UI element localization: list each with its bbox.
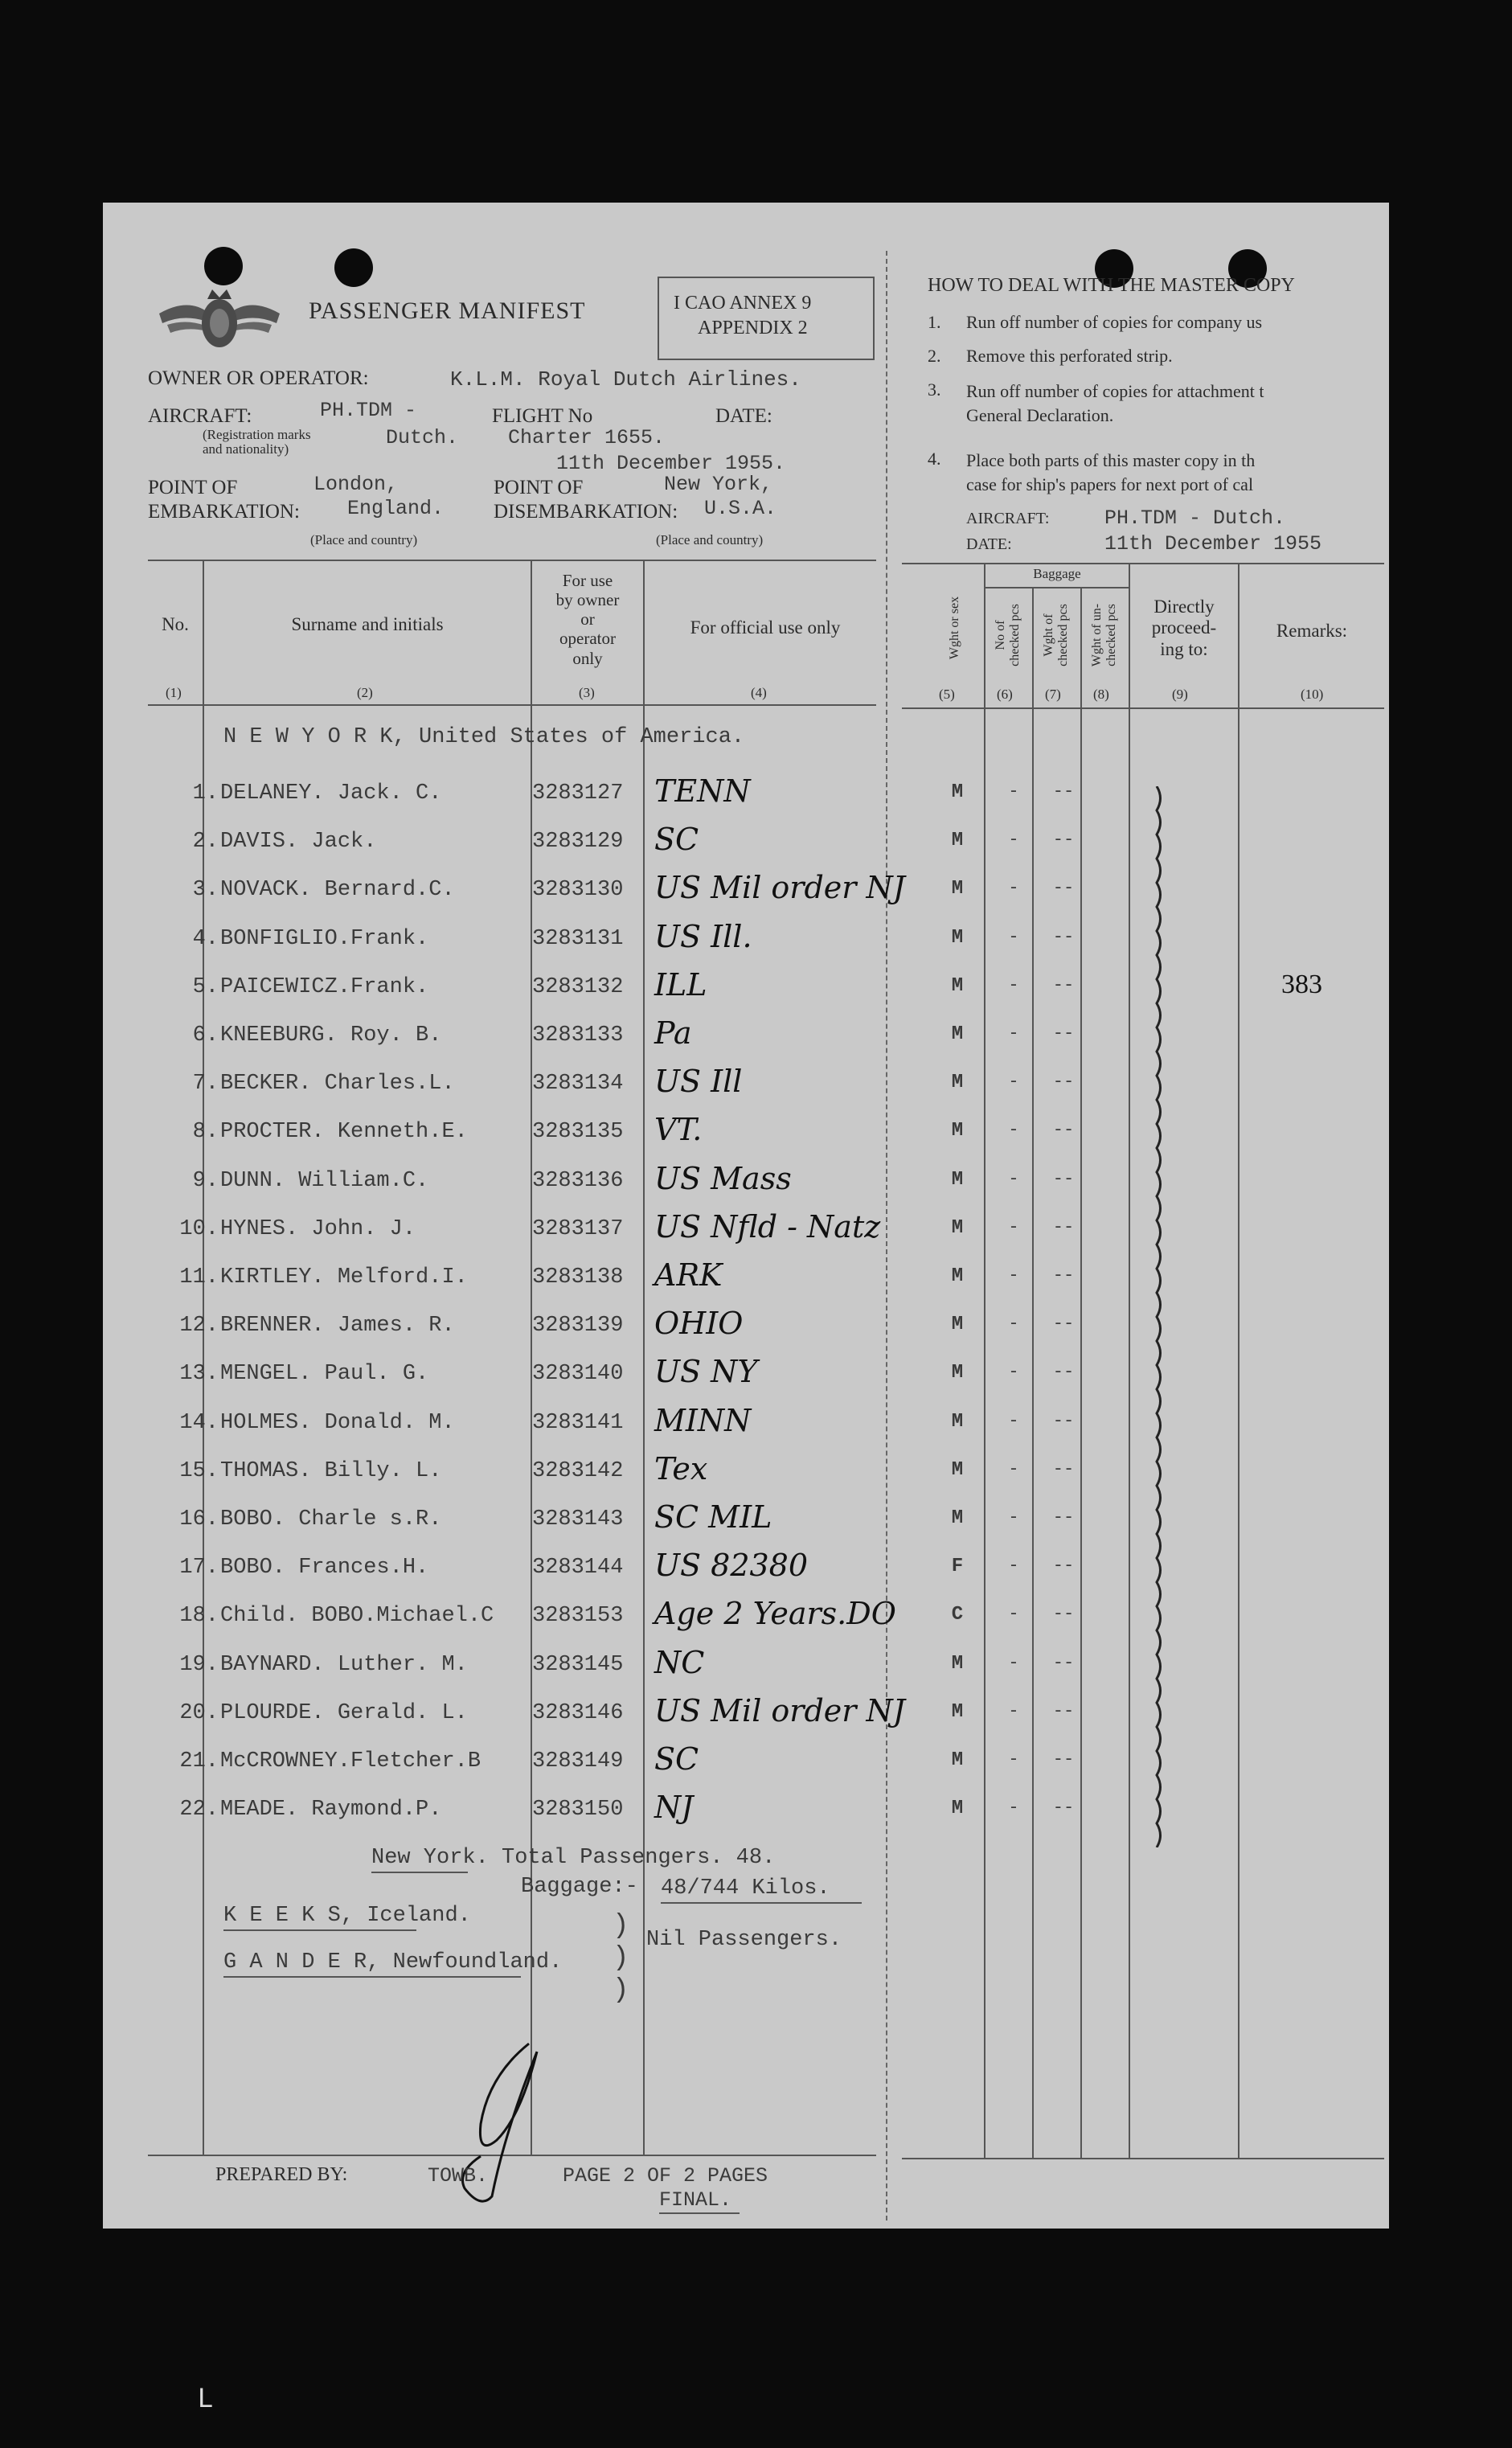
table-row [103, 918, 1389, 975]
ticket-number: 3283131 [532, 926, 624, 951]
official-note: MINN [654, 1402, 752, 1438]
passenger-sex: M [951, 1749, 964, 1771]
passenger-number: 1. [192, 781, 219, 806]
passenger-sex: M [951, 1798, 964, 1820]
passenger-sex: M [951, 830, 964, 852]
instruction-num: 4. [928, 449, 941, 469]
embarkation-city: London, [313, 473, 399, 496]
baggage-checked-weight: -- [1052, 1507, 1075, 1527]
passenger-number: 9. [192, 1168, 219, 1193]
punch-hole [204, 247, 243, 285]
ticket-number: 3283149 [532, 1749, 624, 1773]
passenger-sex: F [951, 1556, 964, 1578]
baggage-checked-pcs: - [1008, 781, 1019, 802]
passenger-sex: M [951, 1652, 964, 1675]
ticket-number: 3283135 [532, 1120, 624, 1145]
instruction-num: 2. [928, 346, 941, 366]
baggage-checked-weight: -- [1052, 1216, 1075, 1237]
ticket-number: 3283127 [532, 781, 624, 806]
official-note: US Mil order NJ [654, 870, 906, 906]
ticket-number: 3283134 [532, 1072, 624, 1097]
passenger-number: 20. [179, 1700, 219, 1725]
table-row [103, 1741, 1389, 1798]
right-date-value: 11th December 1955 [1104, 532, 1322, 556]
instruction-text: Run off number of copies for company us [966, 312, 1263, 332]
aircraft-label: AIRCRAFT: [148, 405, 252, 427]
baggage-checked-pcs: - [1008, 1120, 1019, 1141]
col-header-bag-checked: No of checked pcs [994, 604, 1022, 666]
aircraft-subnote: (Registration marks and nationality) [203, 427, 311, 457]
col-num: (3) [579, 685, 595, 700]
instruction-num: 3. [928, 379, 941, 400]
ticket-number: 3283143 [532, 1507, 624, 1532]
passenger-number: 15. [179, 1458, 219, 1483]
table-row [103, 1257, 1389, 1314]
passenger-name: THOMAS. Billy. L. [220, 1458, 442, 1483]
table-top-rule [902, 563, 1384, 564]
passenger-name: BONFIGLIO.Frank. [220, 926, 429, 951]
col-num: (4) [751, 685, 767, 700]
passenger-name: HYNES. John. J. [220, 1216, 416, 1241]
corner-mark: L [198, 2383, 212, 2413]
passenger-name: MENGEL. Paul. G. [220, 1362, 429, 1387]
passenger-number: 14. [179, 1410, 219, 1435]
official-note: NC [654, 1644, 705, 1680]
passenger-number: 2. [192, 830, 219, 855]
instructions-title: HOW TO DEAL WITH THE MASTER COPY [928, 275, 1295, 296]
baggage-checked-pcs: - [1008, 1265, 1019, 1286]
baggage-checked-pcs: - [1008, 1507, 1019, 1527]
prepared-value: TOWB. [428, 2164, 489, 2188]
right-aircraft-label: AIRCRAFT: [966, 510, 1050, 527]
table-row [103, 1208, 1389, 1265]
baggage-checked-pcs: - [1008, 1556, 1019, 1577]
baggage-checked-weight: -- [1052, 1265, 1075, 1286]
official-note: US Mil order NJ [654, 1692, 906, 1728]
baggage-checked-weight: -- [1052, 1749, 1075, 1769]
baggage-checked-pcs: - [1008, 1700, 1019, 1721]
passenger-sex: M [951, 1700, 964, 1723]
passenger-name: BOBO. Frances.H. [220, 1556, 429, 1581]
ticket-number: 3283142 [532, 1458, 624, 1483]
gander-stop: G A N D E R, Newfoundland. [223, 1950, 563, 1974]
passenger-name: DELANEY. Jack. C. [220, 781, 442, 806]
passenger-number: 7. [192, 1072, 219, 1097]
passenger-name: DAVIS. Jack. [220, 830, 377, 855]
embarkation-country: England. [347, 497, 445, 520]
official-note: Age 2 Years.DO [654, 1596, 896, 1632]
instruction-num: 1. [928, 312, 941, 332]
passenger-number: 8. [192, 1120, 219, 1145]
totals-underline [661, 1902, 862, 1904]
col-num: (2) [357, 685, 373, 700]
passenger-name: BECKER. Charles.L. [220, 1072, 455, 1097]
ticket-number: 3283132 [532, 974, 624, 999]
official-note: US Ill. [654, 918, 752, 954]
baggage-checked-pcs: - [1008, 1314, 1019, 1335]
right-date-label: DATE: [966, 535, 1012, 553]
flight-label: FLIGHT No [492, 405, 593, 427]
col-header-bag-weight: Wght of checked pcs [1042, 604, 1070, 666]
stop-underline [223, 1976, 521, 1978]
baggage-checked-weight: -- [1052, 1362, 1075, 1383]
table-row [103, 773, 1389, 830]
table-row [103, 1692, 1389, 1749]
annex-line2: APPENDIX 2 [698, 318, 808, 338]
passenger-sex: M [951, 781, 964, 803]
official-note: Tex [654, 1450, 708, 1486]
passenger-sex: M [951, 1314, 964, 1336]
keeks-stop: K E E K S, Iceland. [223, 1904, 471, 1928]
passenger-name: PROCTER. Kenneth.E. [220, 1120, 468, 1145]
passenger-sex: M [951, 1120, 964, 1142]
passenger-sex: M [951, 1023, 964, 1045]
baggage-checked-weight: -- [1052, 1168, 1075, 1189]
section-header: N E W Y O R K, United States of America. [223, 725, 745, 749]
baggage-checked-weight: -- [1052, 781, 1075, 802]
table-header-rule [148, 704, 876, 706]
baggage-checked-weight: -- [1052, 1604, 1075, 1625]
passenger-name: McCROWNEY.Fletcher.B [220, 1749, 481, 1773]
baggage-checked-weight: -- [1052, 1556, 1075, 1577]
owner-value: K.L.M. Royal Dutch Airlines. [450, 367, 801, 392]
ticket-number: 3283140 [532, 1362, 624, 1387]
ticket-number: 3283129 [532, 830, 624, 855]
table-row [103, 1064, 1389, 1120]
table-header-rule [902, 707, 1384, 709]
date-value: 11th December 1955. [556, 452, 786, 475]
baggage-checked-pcs: - [1008, 1362, 1019, 1383]
ticket-number: 3283138 [532, 1265, 624, 1290]
col-num: (5) [939, 687, 955, 702]
passenger-number: 22. [179, 1798, 219, 1823]
official-note: Pa [654, 1015, 692, 1051]
baggage-checked-pcs: - [1008, 926, 1019, 947]
baggage-checked-pcs: - [1008, 1798, 1019, 1819]
date-label: DATE: [715, 405, 772, 427]
official-note: OHIO [654, 1306, 744, 1342]
disembarkation-city: New York, [664, 473, 773, 496]
ticket-number: 3283136 [532, 1168, 624, 1193]
baggage-header-rule [984, 587, 1129, 588]
col-header-name: Surname and initials [291, 614, 444, 634]
passenger-name: PAICEWICZ.Frank. [220, 974, 429, 999]
passenger-name: BAYNARD. Luther. M. [220, 1652, 468, 1677]
col-num: (7) [1045, 687, 1061, 702]
passenger-name: DUNN. William.C. [220, 1168, 429, 1193]
passenger-sex: M [951, 926, 964, 949]
col-num: (1) [166, 685, 182, 700]
table-row [103, 1596, 1389, 1652]
passenger-sex: M [951, 878, 964, 900]
embarkation-label: POINT OF EMBARKATION: [148, 477, 300, 523]
passenger-name: MEADE. Raymond.P. [220, 1798, 442, 1823]
col-header-no: No. [162, 614, 189, 634]
col-num: (6) [997, 687, 1013, 702]
instruction-text: Place both parts of this master copy in th case for ship's papers for next port of cal [966, 450, 1256, 494]
ticket-number: 3283141 [532, 1410, 624, 1435]
passenger-sex: M [951, 1458, 964, 1481]
col-header-owner-use: For use by owner or operator only [555, 571, 620, 668]
official-note: SC [654, 1741, 699, 1777]
baggage-checked-pcs: - [1008, 878, 1019, 899]
passenger-sex: M [951, 974, 964, 997]
aircraft-nationality: Dutch. [386, 426, 459, 449]
ticket-number: 3283153 [532, 1604, 624, 1629]
col-num: (10) [1301, 687, 1324, 702]
table-top-rule [148, 560, 876, 561]
col-header-bag-unchecked: Wght of un- checked pcs [1090, 603, 1118, 667]
manifest-sheet [103, 203, 1389, 2229]
page-title: PASSENGER MANIFEST [309, 297, 586, 324]
baggage-checked-weight: -- [1052, 1072, 1075, 1093]
disembarkation-country: U.S.A. [704, 497, 777, 520]
baggage-checked-weight: -- [1052, 830, 1075, 851]
stop-bracket: ) ) ) [613, 1911, 629, 2006]
baggage-checked-pcs: - [1008, 1072, 1019, 1093]
right-aircraft-value: PH.TDM - Dutch. [1104, 506, 1286, 530]
passenger-name: PLOURDE. Gerald. L. [220, 1700, 468, 1725]
nil-passengers: Nil Passengers. [646, 1928, 842, 1952]
remarks-value: 383 [1281, 970, 1322, 999]
ticket-number: 3283150 [532, 1798, 624, 1823]
official-note: US Ill [654, 1064, 743, 1100]
passenger-number: 3. [192, 878, 219, 903]
col-header-sex: Wght or sex [948, 596, 961, 660]
col-header-directly: Directly proceed- ing to: [1151, 597, 1217, 659]
passenger-name: BRENNER. James. R. [220, 1314, 455, 1339]
passenger-number: 19. [179, 1652, 219, 1677]
passenger-number: 12. [179, 1314, 219, 1339]
passenger-number: 6. [192, 1023, 219, 1048]
passenger-number: 17. [179, 1556, 219, 1581]
passenger-number: 11. [179, 1265, 219, 1290]
baggage-checked-weight: -- [1052, 1120, 1075, 1141]
baggage-checked-pcs: - [1008, 1749, 1019, 1769]
passenger-sex: M [951, 1265, 964, 1287]
ticket-number: 3283139 [532, 1314, 624, 1339]
totals-baggage-value: 48/744 Kilos. [661, 1876, 830, 1901]
official-note: SC [654, 822, 699, 858]
col-header-baggage: Baggage [1033, 566, 1081, 581]
col-num: (8) [1093, 687, 1109, 702]
official-note: US Mass [654, 1160, 792, 1196]
col-header-official: For official use only [690, 617, 841, 638]
passenger-sex: M [951, 1168, 964, 1191]
baggage-checked-weight: -- [1052, 1652, 1075, 1673]
passenger-sex: M [951, 1362, 964, 1384]
table-row [103, 1015, 1389, 1072]
aircraft-value: PH.TDM - [320, 399, 417, 422]
passenger-name: BOBO. Charle s.R. [220, 1507, 442, 1532]
official-note: US Nfld - Natz [654, 1208, 881, 1245]
ticket-number: 3283146 [532, 1700, 624, 1725]
passenger-name: Child. BOBO.Michael.C [220, 1604, 494, 1629]
baggage-checked-weight: -- [1052, 1023, 1075, 1044]
passenger-sex: M [951, 1507, 964, 1529]
baggage-checked-pcs: - [1008, 1604, 1019, 1625]
baggage-checked-weight: -- [1052, 878, 1075, 899]
final-mark: FINAL. [659, 2188, 732, 2212]
ticket-number: 3283133 [532, 1023, 624, 1048]
klm-crown-logo-icon [151, 281, 288, 355]
official-note: US NY [654, 1354, 758, 1390]
baggage-checked-weight: -- [1052, 1410, 1075, 1431]
table-row [103, 1790, 1389, 1846]
baggage-checked-pcs: - [1008, 1168, 1019, 1189]
passenger-sex: C [951, 1604, 964, 1626]
table-row [103, 966, 1389, 1023]
flight-value: Charter 1655. [508, 426, 666, 449]
passenger-name: NOVACK. Bernard.C. [220, 878, 455, 903]
annex-line1: I CAO ANNEX 9 [674, 293, 812, 314]
col-header-remarks: Remarks: [1276, 621, 1348, 641]
official-note: ARK [654, 1257, 723, 1293]
official-note: ILL [654, 966, 707, 1003]
passenger-number: 21. [179, 1749, 219, 1773]
ticket-number: 3283137 [532, 1216, 624, 1241]
passenger-sex: M [951, 1072, 964, 1094]
passenger-number: 5. [192, 974, 219, 999]
official-note: TENN [654, 773, 751, 809]
ticket-number: 3283144 [532, 1556, 624, 1581]
prepared-label: PREPARED BY: [215, 2164, 348, 2185]
baggage-checked-pcs: - [1008, 1652, 1019, 1673]
table-bottom-rule [902, 2158, 1384, 2159]
instruction-text: Remove this perforated strip. [966, 346, 1173, 366]
passenger-number: 13. [179, 1362, 219, 1387]
totals-baggage-label: Baggage:- [521, 1875, 638, 1899]
stop-underline [223, 1929, 416, 1931]
official-note: NJ [654, 1790, 694, 1826]
page-count: PAGE 2 OF 2 PAGES [563, 2164, 768, 2188]
passenger-sex: M [951, 1410, 964, 1433]
baggage-checked-pcs: - [1008, 1216, 1019, 1237]
final-underline [659, 2212, 740, 2214]
official-note: VT. [654, 1112, 703, 1148]
baggage-checked-pcs: - [1008, 974, 1019, 995]
official-note: US 82380 [654, 1548, 809, 1584]
passenger-name: HOLMES. Donald. M. [220, 1410, 455, 1435]
instruction-text: Run off number of copies for attachment t General Declaration. [966, 381, 1264, 425]
owner-label: OWNER OR OPERATOR: [148, 367, 369, 389]
baggage-checked-weight: -- [1052, 1700, 1075, 1721]
baggage-checked-pcs: - [1008, 1410, 1019, 1431]
passenger-number: 4. [192, 926, 219, 951]
punch-hole [334, 248, 373, 287]
passenger-name: KIRTLEY. Melford.I. [220, 1265, 468, 1290]
passenger-number: 16. [179, 1507, 219, 1532]
totals-underline [371, 1872, 468, 1873]
table-row [103, 1402, 1389, 1459]
passenger-name: KNEEBURG. Roy. B. [220, 1023, 442, 1048]
wavy-bracket-icon [1145, 786, 1169, 1847]
baggage-checked-weight: -- [1052, 974, 1075, 995]
baggage-checked-weight: -- [1052, 926, 1075, 947]
passenger-number: 18. [179, 1604, 219, 1629]
passenger-sex: M [951, 1216, 964, 1239]
ticket-number: 3283145 [532, 1652, 624, 1677]
place-note: (Place and country) [310, 532, 418, 547]
ticket-number: 3283130 [532, 878, 624, 903]
totals-passengers: New York. Total Passengers. 48. [371, 1846, 776, 1870]
place-note: (Place and country) [656, 532, 764, 547]
baggage-checked-weight: -- [1052, 1314, 1075, 1335]
col-num: (9) [1172, 687, 1188, 702]
baggage-checked-pcs: - [1008, 830, 1019, 851]
baggage-checked-weight: -- [1052, 1458, 1075, 1479]
disembarkation-label: POINT OF DISEMBARKATION: [494, 477, 678, 523]
baggage-checked-pcs: - [1008, 1023, 1019, 1044]
baggage-checked-pcs: - [1008, 1458, 1019, 1479]
official-note: SC MIL [654, 1499, 772, 1535]
passenger-number: 10. [179, 1216, 219, 1241]
baggage-checked-weight: -- [1052, 1798, 1075, 1819]
